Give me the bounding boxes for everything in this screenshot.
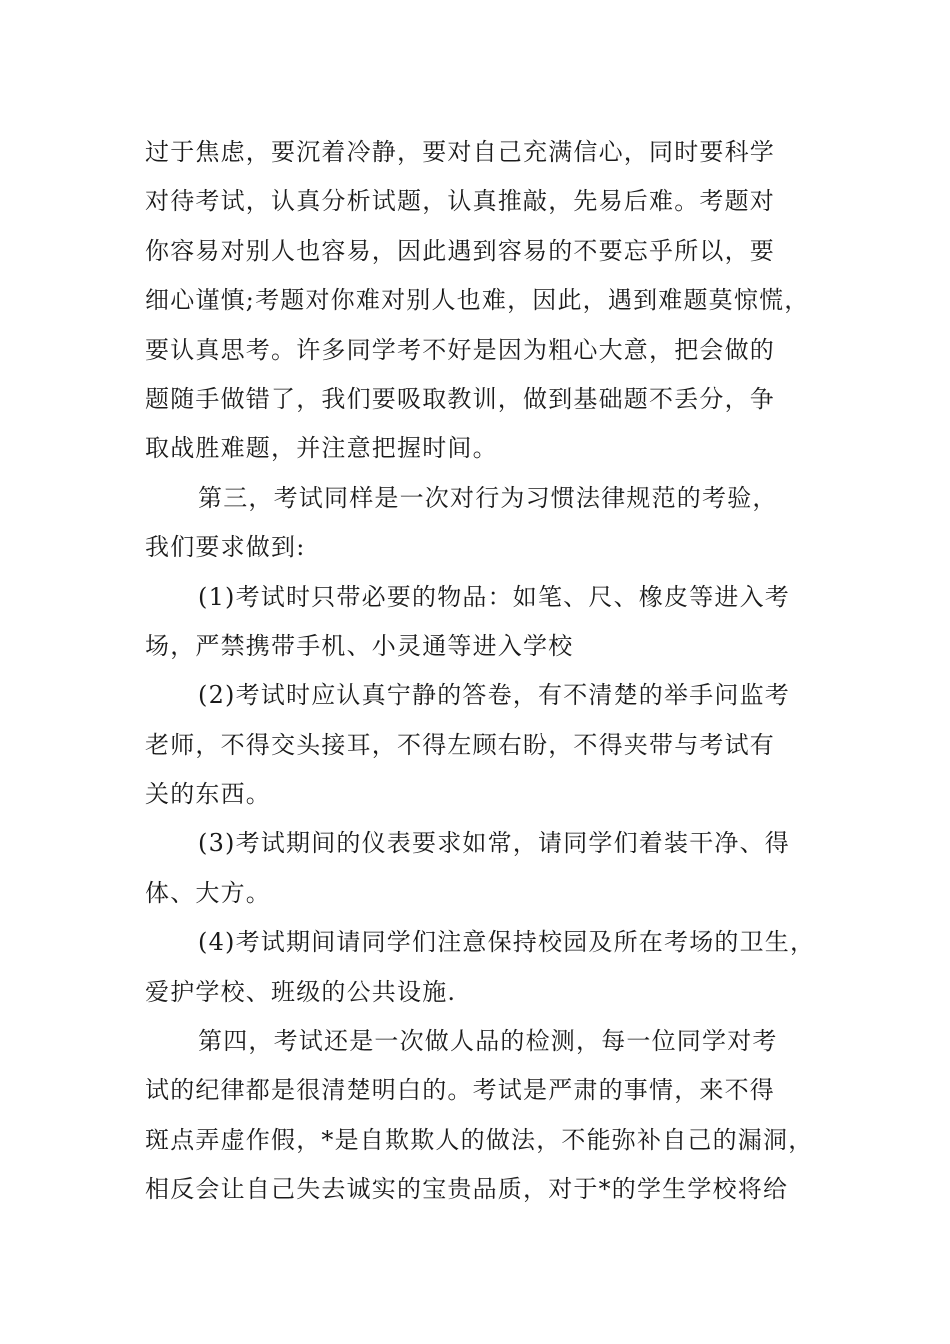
paragraph-fourth-point (145, 1017, 835, 1215)
text-line: 爱护学校、班级的公共设施. (145, 977, 457, 1006)
text-line: 场，严禁携带手机、小灵通等进入学校 (145, 631, 574, 660)
text-line: 第四，考试还是一次做人品的检测，每一位同学对考 (198, 1027, 778, 1056)
text-line: 要认真思考。许多同学考不好是因为粗心大意，把会做的 (145, 335, 775, 364)
paragraph-rule-4 (145, 918, 835, 1017)
text-line: 对待考试，认真分析试题，认真推敲，先易后难。考题对 (145, 187, 775, 216)
paragraph-rule-3 (145, 819, 835, 918)
text-line: 体、大方。 (145, 878, 271, 907)
text-line: (1)考试时只带必要的物品：如笔、尺、橡皮等进入考 (198, 582, 790, 611)
paragraph-rule-2 (145, 671, 835, 819)
document-body (145, 128, 835, 1215)
text-line: 相反会让自己失去诚实的宝贵品质，对于*的学生学校将给 (145, 1175, 789, 1204)
text-line: 第三，考试同样是一次对行为习惯法律规范的考验， (198, 483, 778, 512)
text-line: 关的东西。 (145, 780, 271, 809)
text-line: 试的纪律都是很清楚明白的。考试是严肃的事情，来不得 (145, 1076, 775, 1105)
paragraph-third-point (145, 474, 835, 573)
paragraph-rule-1 (145, 573, 835, 672)
paragraph-continuation (145, 128, 835, 474)
text-line: 我们要求做到: (145, 533, 306, 562)
text-line: 老师，不得交头接耳，不得左顾右盼，不得夹带与考试有 (145, 730, 775, 759)
text-line: 你容易对别人也容易，因此遇到容易的不要忘乎所以，要 (145, 236, 775, 265)
text-line: 取战胜难题，并注意把握时间。 (145, 434, 498, 463)
text-line: 细心谨慎;考题对你难对别人也难，因此，遇到难题莫惊慌， (145, 286, 810, 315)
text-line: (3)考试期间的仪表要求如常，请同学们着装干净、得 (198, 829, 790, 858)
text-line: 过于焦虑，要沉着冷静，要对自己充满信心，同时要科学 (145, 138, 775, 166)
text-line: 斑点弄虚作假，*是自欺欺人的做法，不能弥补自己的漏洞， (145, 1125, 814, 1154)
text-line: (4)考试期间请同学们注意保持校园及所在考场的卫生， (198, 928, 816, 957)
text-line: (2)考试时应认真宁静的答卷，有不清楚的举手问监考 (198, 681, 790, 710)
text-line: 题随手做错了，我们要吸取教训，做到基础题不丢分，争 (145, 384, 775, 413)
